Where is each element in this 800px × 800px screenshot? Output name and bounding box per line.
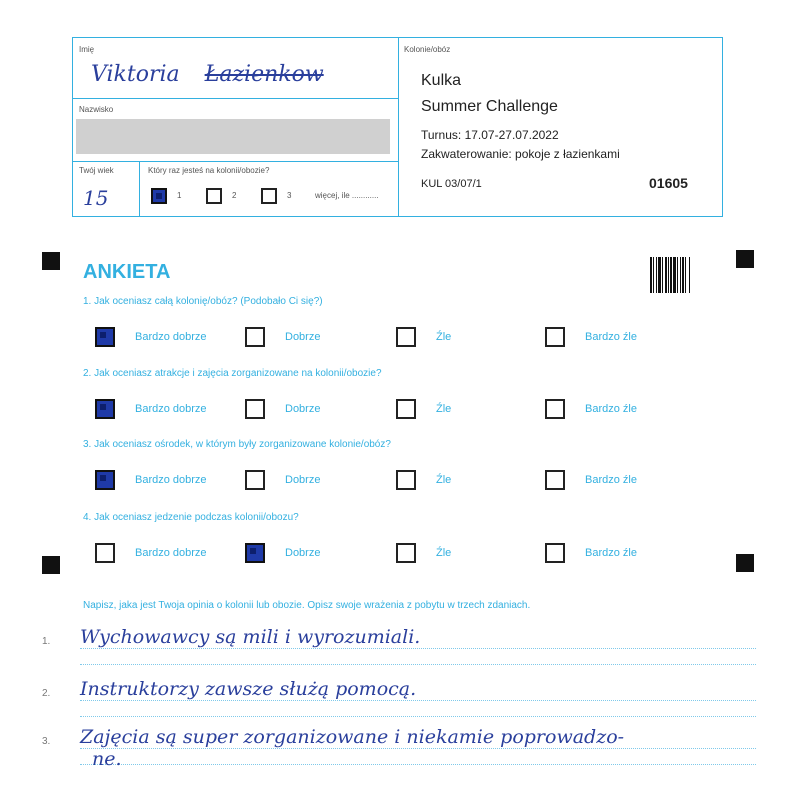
answer-line: [80, 748, 756, 749]
answer-checkbox[interactable]: [245, 470, 265, 490]
divider: [73, 98, 398, 99]
answer-option-label: Bardzo źle: [585, 547, 637, 559]
answer-checkbox[interactable]: [396, 470, 416, 490]
times-option-1: 1: [177, 191, 182, 200]
handwritten-answer: Wychowawcy są mili i wyrozumiali.: [80, 626, 421, 648]
answer-option-label: Źle: [436, 403, 452, 415]
answer-checkbox[interactable]: [245, 327, 265, 347]
answer-checkbox[interactable]: [245, 399, 265, 419]
barcode-graphic: [650, 257, 702, 293]
answer-checkbox[interactable]: [95, 399, 115, 419]
answer-checkbox[interactable]: [396, 543, 416, 563]
answer-checkbox[interactable]: [545, 399, 565, 419]
answer-option-label: Bardzo źle: [585, 403, 637, 415]
registration-marker: [42, 252, 60, 270]
times-checkbox-1[interactable]: [151, 188, 167, 204]
answer-option-label: Źle: [436, 331, 452, 343]
answer-option-label: Bardzo źle: [585, 474, 637, 486]
registration-marker: [42, 556, 60, 574]
answer-option-label: Źle: [436, 474, 452, 486]
camp-code: KUL 03/07/1: [421, 178, 482, 190]
registration-marker: [736, 250, 754, 268]
answer-line: [80, 648, 756, 649]
handwritten-answer: Zajęcia są super zorganizowane i niekamie poprowadzo-: [80, 726, 625, 748]
question-text: 1. Jak oceniasz całą kolonię/obóz? (Podobało Ci się?): [83, 296, 323, 307]
camp-label: Kolonie/obóz: [404, 45, 451, 54]
header-form: [72, 37, 723, 217]
header-divider: [398, 38, 399, 216]
answer-option-label: Bardzo źle: [585, 331, 637, 343]
times-option-3: 3: [287, 191, 292, 200]
times-checkbox-3[interactable]: [261, 188, 277, 204]
answer-option-label: Bardzo dobrze: [135, 474, 207, 486]
age-label: Twój wiek: [79, 166, 114, 175]
name-struck: Łazienkow: [204, 62, 324, 87]
answer-option-label: Dobrze: [285, 403, 321, 415]
accommodation: Zakwaterowanie: pokoje z łazienkami: [421, 147, 620, 161]
answer-checkbox[interactable]: [95, 543, 115, 563]
times-option-2: 2: [232, 191, 237, 200]
divider: [139, 161, 140, 216]
handwritten-answer: Instruktorzy zawsze służą pomocą.: [80, 678, 417, 700]
turnus: Turnus: 17.07-27.07.2022: [421, 128, 559, 142]
times-label: Który raz jesteś na kolonii/obozie?: [148, 166, 270, 175]
surname-label: Nazwisko: [79, 105, 114, 114]
question-text: 2. Jak oceniasz atrakcje i zajęcia zorganizowane na kolonii/obozie?: [83, 368, 382, 379]
opinion-prompt: Napisz, jaka jest Twoja opinia o kolonii lub obozie. Opisz swoje wrażenia z pobytu w trzech zdaniach.: [83, 600, 531, 611]
age-value: 15: [83, 186, 109, 210]
times-more: więcej, ile ............: [315, 191, 379, 200]
answer-option-label: Dobrze: [285, 547, 321, 559]
answer-line: [80, 664, 756, 665]
camp-program: Summer Challenge: [421, 98, 558, 115]
registration-marker: [736, 554, 754, 572]
divider: [73, 161, 398, 162]
answer-option-label: Dobrze: [285, 331, 321, 343]
answer-checkbox[interactable]: [545, 543, 565, 563]
answer-option-label: Źle: [436, 547, 452, 559]
answer-option-label: Bardzo dobrze: [135, 403, 207, 415]
surname-redacted: [76, 119, 390, 154]
question-text: 3. Jak oceniasz ośrodek, w którym były zorganizowane kolonie/obóz?: [83, 439, 391, 450]
answer-option-label: Dobrze: [285, 474, 321, 486]
answer-number: 3.: [42, 736, 51, 747]
form-number: 01605: [649, 175, 688, 191]
answer-option-label: Bardzo dobrze: [135, 331, 207, 343]
answer-option-label: Bardzo dobrze: [135, 547, 207, 559]
handwritten-answer-continued: ne.: [92, 748, 122, 770]
camp-name: Kulka: [421, 72, 462, 89]
name-first: Viktoria: [91, 62, 180, 87]
answer-checkbox[interactable]: [545, 470, 565, 490]
answer-checkbox[interactable]: [396, 399, 416, 419]
barcode: [650, 257, 702, 293]
answer-checkbox[interactable]: [95, 327, 115, 347]
survey-title: ANKIETA: [83, 261, 171, 283]
answer-number: 2.: [42, 688, 51, 699]
answer-line: [80, 764, 756, 765]
name-label: Imię: [79, 45, 95, 54]
name-value: [91, 62, 324, 87]
answer-line: [80, 716, 756, 717]
question-text: 4. Jak oceniasz jedzenie podczas kolonii/obozu?: [83, 512, 299, 523]
times-checkbox-2[interactable]: [206, 188, 222, 204]
answer-checkbox[interactable]: [245, 543, 265, 563]
answer-line: [80, 700, 756, 701]
answer-checkbox[interactable]: [396, 327, 416, 347]
answer-checkbox[interactable]: [95, 470, 115, 490]
answer-checkbox[interactable]: [545, 327, 565, 347]
answer-number: 1.: [42, 636, 51, 647]
